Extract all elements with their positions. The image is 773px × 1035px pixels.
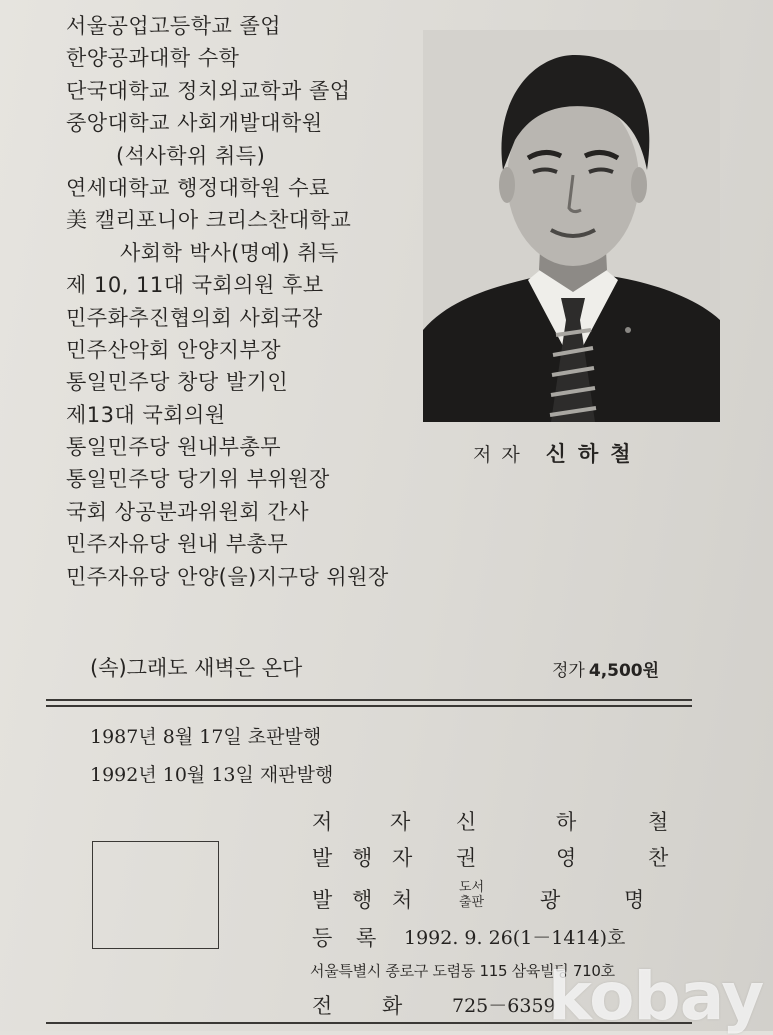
colophon-label-char: 처 (392, 888, 413, 912)
colophon-label-char: 저 (312, 810, 333, 834)
bio-line: 중앙대학교 사회개발대학원 (66, 111, 323, 136)
colophon-value-char: 찬 (648, 846, 669, 870)
bio-line: 단국대학교 정치외교학과 졸업 (66, 78, 351, 103)
bio-line: 제 10, 11대 국회의원 후보 (66, 273, 324, 298)
colophon-value-char: 영 (556, 846, 577, 870)
colophon-value-char: 하 (556, 810, 577, 834)
press-prefix (459, 880, 484, 910)
first-edition-date: 1987년 8월 17일 초판발행 (90, 726, 322, 748)
bio-line: 민주자유당 원내 부총무 (66, 532, 289, 557)
book-title: (속)그래도 새벽은 온다 (90, 656, 303, 680)
bio-line: 통일민주당 원내부총무 (66, 435, 282, 460)
colophon-label-char: 화 (382, 994, 403, 1018)
caption-role: 저자 (473, 444, 530, 466)
colophon-label-char: 행 (352, 888, 373, 912)
bio-line: (석사학위 취득) (116, 143, 266, 168)
colophon-value-char: 광 (540, 888, 561, 912)
seal-stamp-box (92, 841, 219, 949)
colophon-label-char: 행 (352, 846, 373, 870)
colophon-value-char: 철 (648, 810, 669, 834)
colophon-label-char: 전 (312, 994, 333, 1018)
publisher-address: 서울특별시 종로구 도렴동 115 삼육빌딩 710호 (310, 962, 615, 980)
colophon-value-char: 신 (456, 810, 477, 834)
bio-line: 사회학 박사(명예) 취득 (120, 240, 339, 265)
book-price (552, 656, 659, 681)
colophon-label-char: 발 (312, 888, 333, 912)
bio-line: 한양공과대학 수학 (66, 46, 240, 71)
photo-caption (473, 438, 643, 468)
press-prefix-line: 도서 (459, 880, 485, 895)
colophon-label-char: 자 (390, 810, 411, 834)
price-value: 4,500원 (588, 661, 660, 681)
bio-line: 민주산악회 안양지부장 (66, 337, 282, 362)
press-prefix-line: 출판 (459, 895, 485, 910)
watermark-logo: kobay (548, 958, 764, 1035)
phone-value: 725－6359 (452, 995, 556, 1017)
bio-line: 통일민주당 당기위 부위원장 (66, 467, 330, 492)
registration-value: 1992. 9. 26(1－1414)호 (404, 927, 626, 949)
caption-author-name: 신하철 (545, 442, 643, 466)
colophon-label-char: 발 (312, 846, 333, 870)
second-edition-date: 1992년 10월 13일 재판발행 (90, 764, 334, 786)
bio-line: 국회 상공분과위원회 간사 (66, 499, 309, 524)
author-photo (423, 30, 720, 422)
colophon-label-char: 등 (312, 926, 333, 950)
divider-line (46, 699, 692, 701)
bio-line: 서울공업고등학교 졸업 (66, 14, 282, 38)
colophon-label-char: 록 (356, 926, 377, 950)
bio-line: 민주화추진협의회 사회국장 (66, 305, 323, 330)
colophon-value-char: 명 (624, 888, 645, 912)
bio-line: 민주자유당 안양(을)지구당 위원장 (66, 564, 389, 589)
colophon-value-char: 권 (456, 846, 477, 870)
bio-line: 제13대 국회의원 (66, 402, 226, 427)
bio-line: 美 캘리포니아 크리스찬대학교 (66, 208, 352, 233)
bio-line: 통일민주당 창당 발기인 (66, 370, 289, 395)
author-biography (66, 10, 389, 593)
colophon-label-char: 자 (392, 846, 413, 870)
bio-line: 연세대학교 행정대학원 수료 (66, 175, 330, 200)
divider-line (46, 705, 692, 707)
price-label: 정가 (552, 661, 585, 681)
